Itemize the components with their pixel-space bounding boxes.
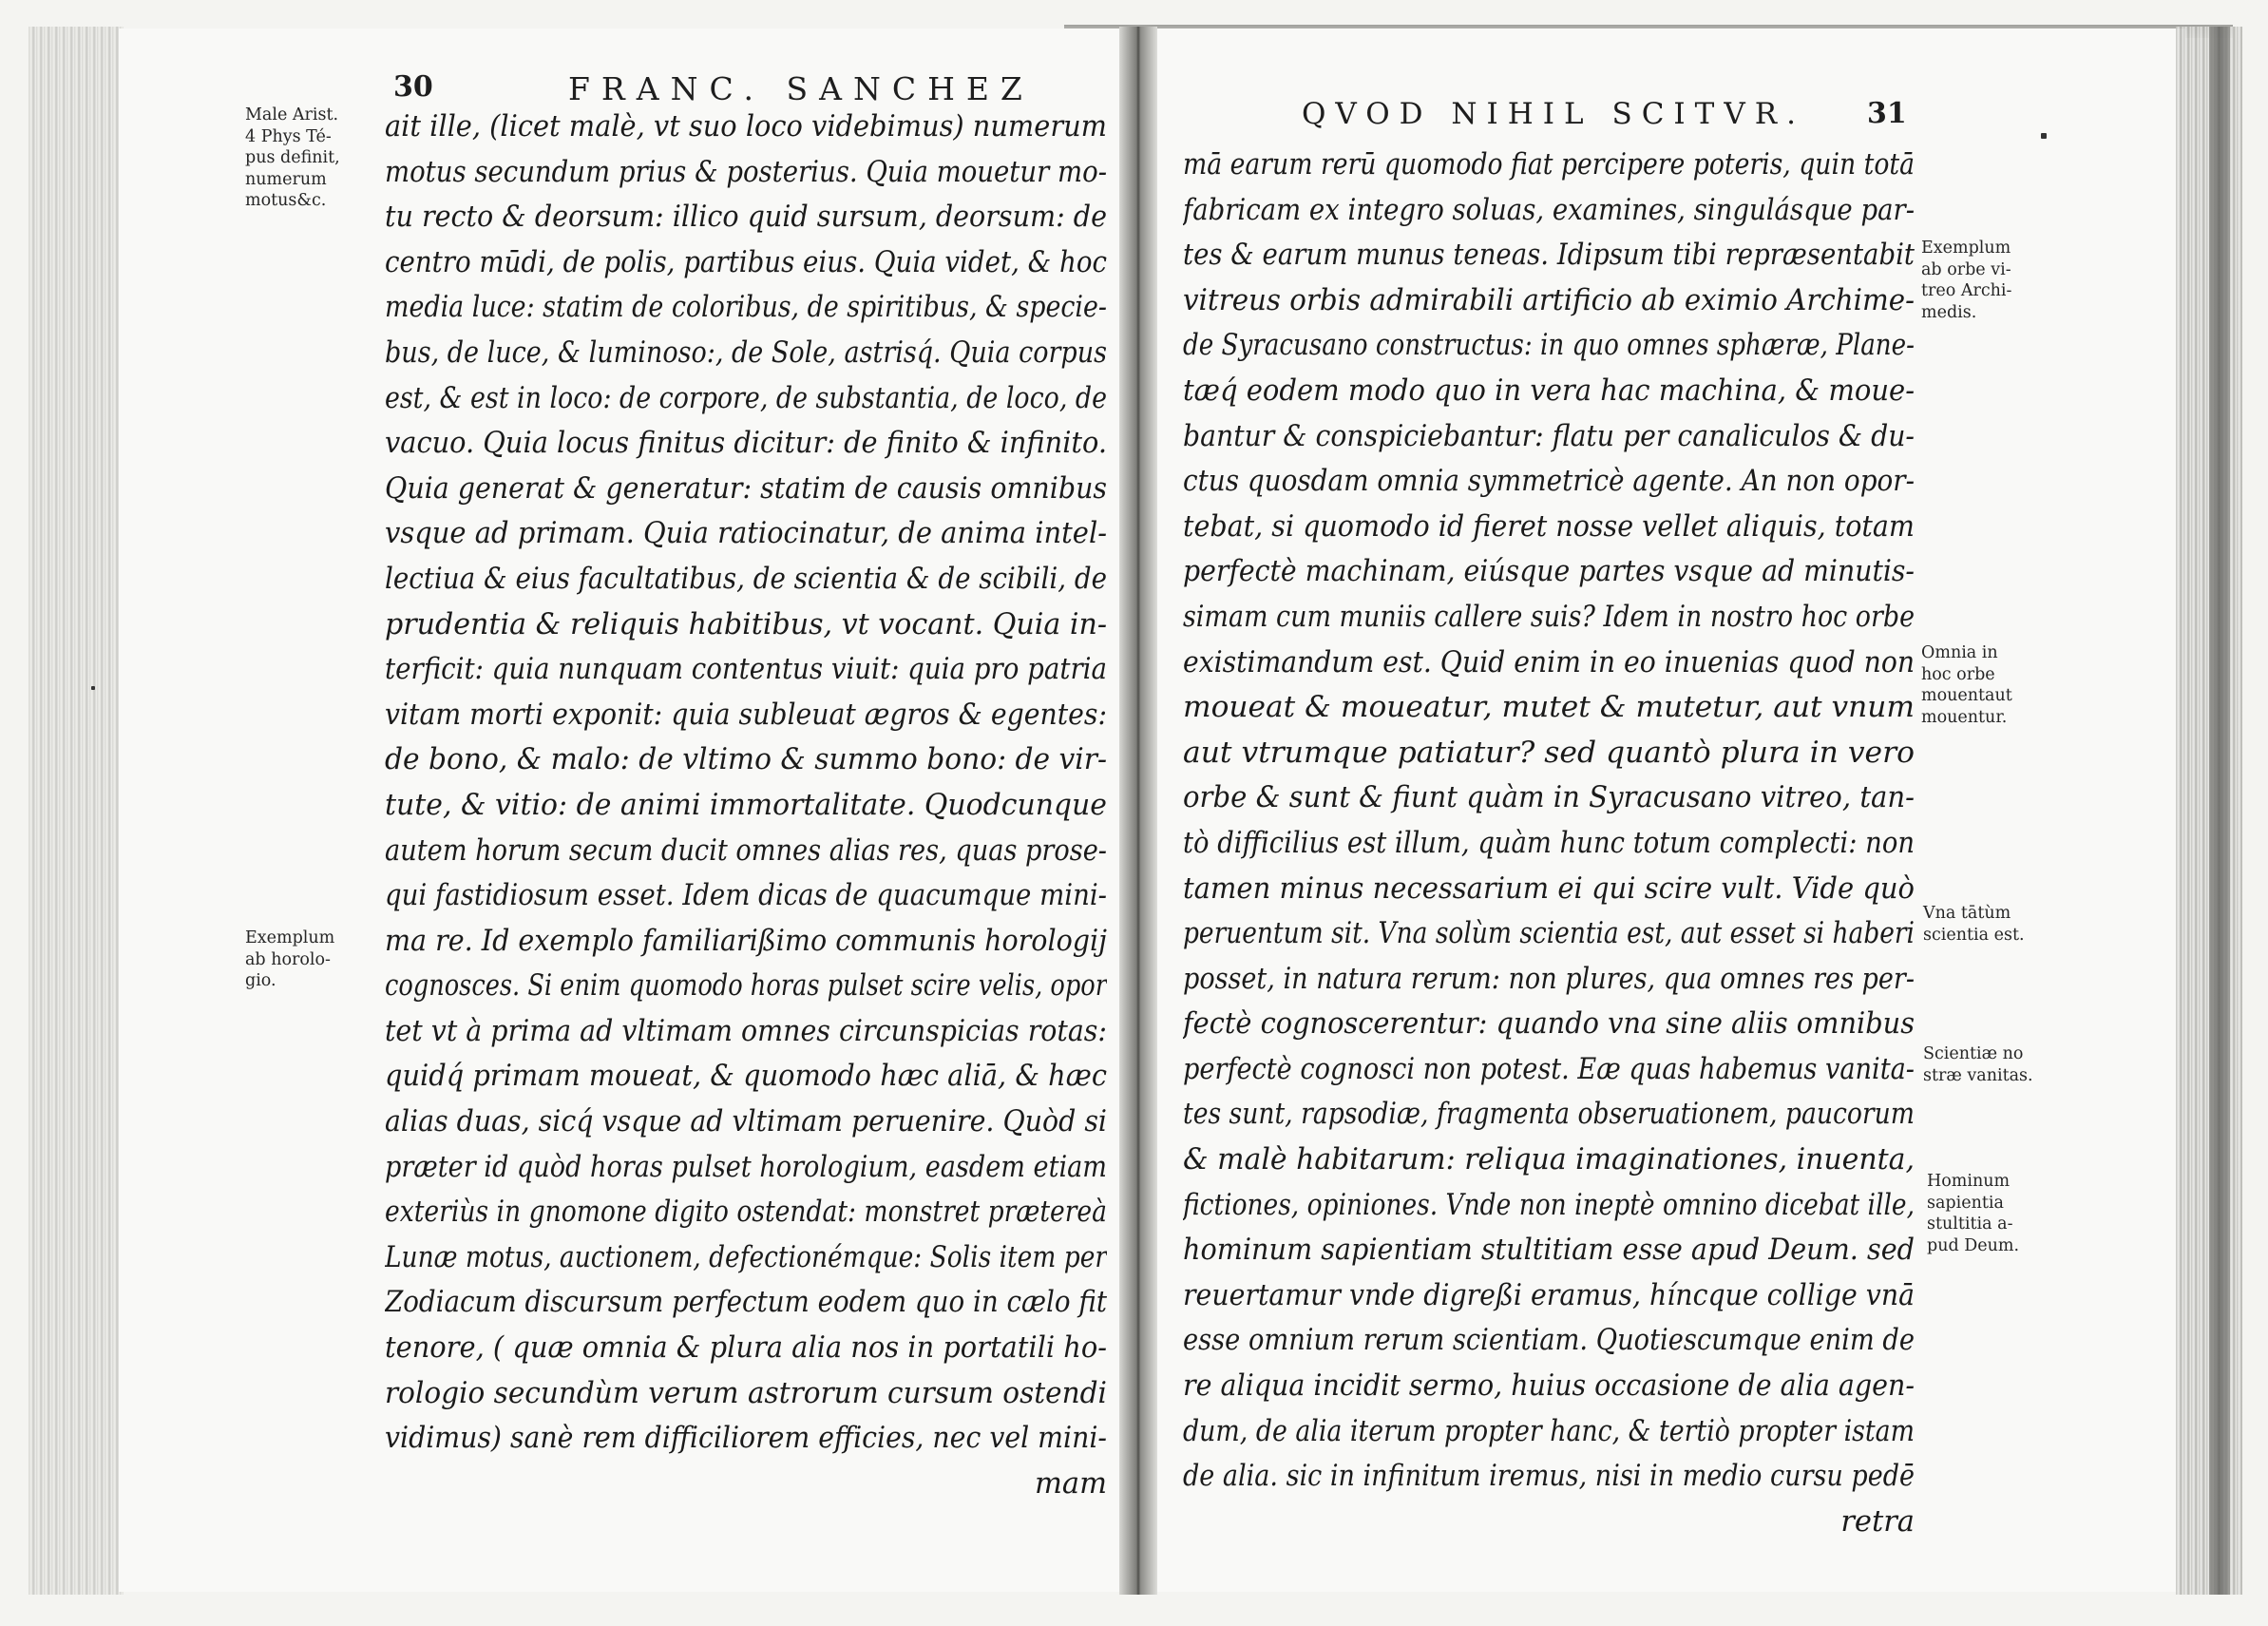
text-line: fectè cognoscerentur: quando vna sine aliis omnibus — [1183, 1007, 1915, 1042]
text-line: cognosces. Si enim quomodo horas pulset scire velis, opor — [385, 969, 1107, 1004]
margin-note-line: Exemplum — [245, 928, 335, 947]
text-line: esse omnium rerum scientiam. Quotiescumque enim de — [1183, 1324, 1915, 1358]
text-line: tes & earum munus teneas. Idipsum tibi repræsentabit — [1183, 239, 1915, 273]
text-line: ma re. Id exemplo familiarißimo communis horologij — [385, 924, 1107, 958]
book-gutter — [1119, 27, 1157, 1595]
text-line: de Syracusano constructus: in quo omnes sphæræ, Plane- — [1183, 329, 1915, 363]
right-book-edge-shadow — [2209, 27, 2230, 1595]
text-line: quidq́ primam moueat, & quomodo hæc aliā, & hæc — [385, 1060, 1107, 1094]
text-line: media luce: statim de coloribus, de spiritibus, & specie- — [385, 291, 1107, 325]
text-line: vidimus) sanè rem difficiliorem efficies, nec vel mini- — [385, 1422, 1107, 1456]
text-line: orbe & sunt & fiunt quàm in Syracusano vitreo, tan- — [1183, 781, 1915, 815]
text-line: perfectè cognosci non potest. Eæ quas habemus vanita- — [1183, 1052, 1915, 1086]
catchword: retra — [1840, 1504, 1915, 1539]
margin-note-line: 4 Phys Té- — [245, 126, 332, 146]
right-body-text — [1183, 143, 1915, 1544]
margin-note-line: stræ vanitas. — [1923, 1065, 2033, 1085]
margin-note-line: Exemplum — [1921, 239, 2011, 258]
text-line: vitreus orbis admirabili artificio ab eximio Archime- — [1183, 283, 1915, 317]
right-page-number: 31 — [1867, 97, 1907, 130]
margin-note — [1923, 1043, 2033, 1086]
margin-note — [245, 928, 334, 992]
left-page-number: 30 — [393, 70, 433, 104]
text-line: reuertamur vnde digreßi eramus, hı́ncque collige vnā — [1183, 1278, 1915, 1312]
text-line: de bono, & malo: de vltimo & summo bono: de vir- — [385, 743, 1107, 777]
text-line: peruentum sit. Vna solùm scientia est, aut esset si haberi — [1183, 917, 1915, 951]
text-line: existimandum est. Quid enim in eo inuenias quod non — [1183, 645, 1915, 679]
margin-note-line: Male Arist. — [245, 105, 339, 124]
text-line: de alia. sic in infinitum iremus, nisi in medio cursu pedē — [1183, 1460, 1915, 1494]
text-line: motus secundum prius & posterius. Quia mouetur mo- — [385, 155, 1107, 189]
ink-speck — [2041, 133, 2047, 139]
text-line: vitam morti exponit: quia subleuat ægros & egentes: — [385, 698, 1107, 732]
text-line: ctus quosdam omnia symmetricè agente. An non opor- — [1183, 465, 1915, 499]
text-line: est, & est in loco: de corpore, de substantia, de loco, de — [385, 381, 1107, 415]
text-line: lectiua & eius facultatibus, de scientia & de scibili, de — [385, 562, 1107, 596]
margin-note-line: hoc orbe — [1921, 664, 1995, 684]
text-line: tò difficilius est illum, quàm hunc totum complecti: non — [1183, 826, 1915, 860]
text-line: ait ille, (licet malè, vt suo loco videbimus) numerum — [385, 110, 1107, 143]
margin-note — [1921, 642, 2012, 728]
text-line: tu recto & deorsum: illico quid sursum, deorsum: de — [385, 201, 1107, 235]
text-line: tæq́ eodem modo quo in vera hac machina, & moue- — [1183, 373, 1915, 408]
text-line: exteriùs in gnomone digito ostendat: monstret prætereà — [385, 1196, 1107, 1230]
margin-note-line: pus definit, — [245, 148, 340, 167]
text-line: tes sunt, rapsodiæ, fragmenta obseruationem, paucorum — [1183, 1098, 1915, 1132]
margin-note-line: pud Deum. — [1927, 1235, 2020, 1255]
catchword: mam — [1034, 1466, 1107, 1501]
margin-note-line: sapientia — [1927, 1193, 2004, 1213]
margin-note-line: treo Archi- — [1921, 281, 2012, 300]
text-line: bus, de luce, & luminoso:, de Sole, astrisq́. Quia corpus — [385, 335, 1107, 370]
margin-note-line: mouentaut — [1921, 686, 2012, 705]
text-line: tet vt à prima ad vltimam omnes circunspicias rotas: — [385, 1014, 1107, 1048]
text-line: & malè habitarum: reliqua imaginationes, inuenta, — [1183, 1143, 1915, 1177]
text-line: Quia generat & generatur: statim de causis omnibus — [385, 471, 1107, 506]
margin-note-line: Scientiæ no — [1923, 1044, 2024, 1063]
margin-note — [1927, 1171, 2019, 1256]
text-line: re aliqua incidit sermo, huius occasione de alia agen- — [1183, 1369, 1915, 1404]
text-line: fabricam ex integro soluas, examines, singulásque par- — [1183, 193, 1915, 227]
text-line: autem horum secum ducit omnes alias res, quas prose- — [385, 833, 1107, 868]
text-line: alias duas, sicq́ vsque ad vltimam peruenire. Quòd si — [385, 1105, 1107, 1139]
margin-note-line: numerum — [245, 169, 327, 189]
text-line: fictiones, opiniones. Vnde non ineptè omnino dicebat ille, — [1183, 1188, 1915, 1222]
margin-note-line: stultitia a- — [1927, 1215, 2013, 1234]
text-line: moueat & moueatur, mutet & mutetur, aut vnum — [1183, 691, 1915, 725]
text-line: bantur & conspiciebantur: flatu per canaliculos & du- — [1183, 419, 1915, 453]
text-line: vsque ad primam. Quia ratiocinatur, de anima intel- — [385, 517, 1107, 551]
text-line: dum, de alia iterum propter hanc, & tertiò propter istam — [1183, 1414, 1915, 1448]
text-line: prudentia & reliquis habitibus, vt vocant. Quia in- — [385, 607, 1107, 641]
text-line: hominum sapientiam stultitiam esse apud Deum. sed — [1183, 1234, 1915, 1268]
margin-note-line: ab orbe vi- — [1921, 259, 2011, 279]
text-line: aut vtrumque patiatur? sed quantò plura in vero — [1183, 736, 1915, 770]
margin-note-line: ab horolo- — [245, 949, 331, 969]
left-book-edge — [29, 27, 124, 1595]
text-line: terficit: quia nunquam contentus viuit: quia pro patria — [385, 653, 1107, 687]
margin-note-line: Vna tātùm — [1923, 904, 2011, 923]
right-running-head: QVOD NIHIL SCITVR. — [1302, 97, 1805, 131]
text-line: vacuo. Quia locus finitus dicitur: de finito & infinito. — [385, 427, 1107, 461]
text-line: præter id quòd horas pulset horologium, easdem etiam — [385, 1150, 1107, 1184]
text-line: posset, in natura rerum: non plures, qua omnes res per- — [1183, 962, 1915, 996]
margin-note-line: Hominum — [1927, 1172, 2011, 1191]
margin-note — [1921, 238, 2011, 323]
text-line: Lunæ motus, auctionem, defectionémque: Solis item per — [385, 1240, 1107, 1274]
left-running-head: FRANC. SANCHEZ — [568, 70, 1034, 107]
text-line: perfectè machinam, eiúsque partes vsque ad minutis- — [1183, 555, 1915, 589]
text-line: qui fastidiosum esset. Idem dicas de quacumque mini- — [385, 879, 1107, 913]
left-body-text — [385, 105, 1107, 1506]
margin-note-line: motus&c. — [245, 191, 327, 210]
text-line: tenore, ( quæ omnia & plura alia nos in portatili ho- — [385, 1331, 1107, 1366]
margin-note — [1923, 903, 2025, 946]
text-line: rologio secundùm verum astrorum cursum ostendi — [385, 1376, 1107, 1410]
ink-speck — [91, 686, 95, 690]
text-line: mā earum rerū quomodo fiat percipere poteris, quin totā — [1183, 148, 1915, 182]
text-line: tute, & vitio: de animi immortalitate. Quodcunque — [385, 788, 1107, 822]
margin-note-line: Omnia in — [1921, 643, 1998, 662]
text-line: simam cum muniis callere suis? Idem in nostro hoc orbe — [1183, 600, 1915, 634]
margin-note-line: mouentur. — [1921, 707, 2008, 727]
margin-note — [245, 105, 340, 212]
text-line: centro mūdi, de polis, partibus eius. Quia videt, & hoc — [385, 245, 1107, 279]
text-line: tamen minus necessarium ei qui scire vult. Vide quò — [1183, 871, 1915, 906]
text-line: Zodiacum discursum perfectum eodem quo in cælo fit — [385, 1286, 1107, 1320]
margin-note-line: scientia est. — [1923, 925, 2025, 945]
text-line: tebat, si quomodo id fieret nosse vellet aliquis, totam — [1183, 509, 1915, 544]
margin-note-line: gio. — [245, 971, 276, 990]
margin-note-line: medis. — [1921, 302, 1977, 322]
